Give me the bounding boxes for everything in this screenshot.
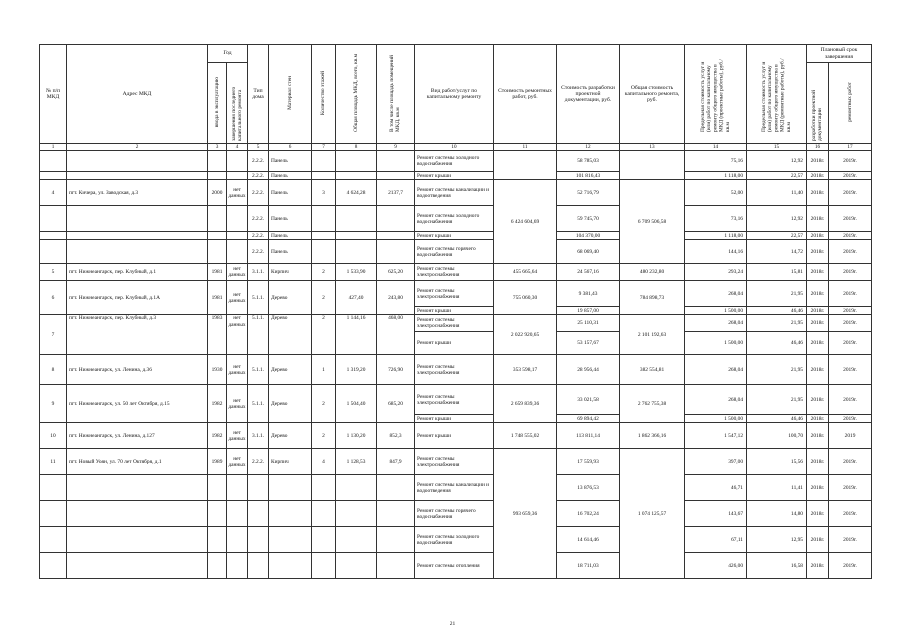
- table-row: [40, 151, 872, 172]
- total-cost-cell: 6 709 506,58: [620, 180, 685, 264]
- header-limit-repair: Предельная стоимость услуг и (или) работ по капитальному ремонту общего имущества в МКД (ремонтные работы), руб./кв.м: [747, 45, 807, 144]
- total-cost-cell: 784 898,73: [620, 281, 685, 315]
- limit-design-cell: 1 500,00: [685, 415, 747, 423]
- total-area-cell: 1 144,16: [336, 315, 377, 355]
- residential-area-cell: 847,9: [377, 449, 415, 475]
- header-residential-area: В том числе площадь помещений МКД, кв.м: [377, 45, 415, 144]
- limit-repair-cell: 15,81: [747, 264, 807, 281]
- house-type-cell: 2.2.2.: [248, 172, 269, 180]
- work-type-cell: Ремонт крыши: [415, 415, 494, 423]
- year-commission-cell: 1982: [208, 423, 227, 449]
- deadline-repair-cell: 2019: [829, 423, 872, 449]
- deadline-design-cell: 2018г.: [807, 264, 829, 281]
- table-row: [40, 206, 872, 232]
- header-total-cost: Общая стоимость капитального ремонта, руб.: [620, 45, 685, 144]
- column-number: 9: [377, 144, 415, 151]
- header-deadline-repair: ремонтных работ: [829, 63, 872, 144]
- work-type-cell: Ремонт крыши: [415, 307, 494, 315]
- deadline-repair-cell: 2019г.: [829, 180, 872, 206]
- total-area-cell: 1 319,20: [336, 355, 377, 385]
- total-area-cell: 1 504,40: [336, 385, 377, 423]
- deadline-design-cell: 2018г.: [807, 355, 829, 385]
- work-type-cell: Ремонт крыши: [415, 332, 494, 355]
- design-cost-cell: 18 711,03: [557, 553, 620, 579]
- table-row: [40, 315, 872, 332]
- floors-cell: 2: [312, 423, 336, 449]
- work-type-cell: Ремонт крыши: [415, 232, 494, 240]
- column-number: 17: [829, 144, 872, 151]
- limit-repair-cell: 100,70: [747, 423, 807, 449]
- row-number-cell: 8: [40, 355, 67, 385]
- total-area-cell: 1 128,53: [336, 449, 377, 475]
- design-cost-cell: 58 785,03: [557, 151, 620, 172]
- work-type-cell: Ремонт системы электроснабжения: [415, 449, 494, 475]
- column-number: 14: [685, 144, 747, 151]
- address-cell: пгт. Нижнеангарск, пер. Клубный, д.1А: [67, 281, 208, 315]
- total-cost-cell: 2 762 755,38: [620, 385, 685, 423]
- year-last-repair-cell: нет данных: [227, 449, 248, 475]
- design-cost-cell: 113 811,14: [557, 423, 620, 449]
- total-area-cell: 4 624,28: [336, 180, 377, 206]
- design-cost-cell: 28 956,44: [557, 355, 620, 385]
- wall-material-cell: Панель: [269, 180, 312, 206]
- year-last-repair-cell: нет данных: [227, 355, 248, 385]
- work-type-cell: Ремонт системы холодного водоснабжения: [415, 206, 494, 232]
- work-type-cell: Ремонт системы электроснабжения: [415, 355, 494, 385]
- year-commission-cell: 1989: [208, 449, 227, 475]
- house-type-cell: 2.2.2.: [248, 151, 269, 172]
- limit-design-cell: 1 118,00: [685, 172, 747, 180]
- column-number: 6: [269, 144, 312, 151]
- row-number-cell: 5: [40, 264, 67, 281]
- residential-area-cell: 243,80: [377, 281, 415, 315]
- deadline-design-cell: 2018г.: [807, 151, 829, 172]
- deadline-design-cell: 2018г.: [807, 527, 829, 553]
- limit-design-cell: 268,04: [685, 315, 747, 332]
- limit-repair-cell: 46,46: [747, 307, 807, 315]
- wall-material-cell: Панель: [269, 151, 312, 172]
- year-last-repair-cell: нет данных: [227, 385, 248, 423]
- total-area-cell: 1 130,20: [336, 423, 377, 449]
- header-wall-material: Материал стен: [269, 45, 312, 144]
- design-cost-cell: 101 816,43: [557, 172, 620, 180]
- limit-design-cell: 75,16: [685, 151, 747, 172]
- limit-design-cell: 1 500,00: [685, 332, 747, 355]
- table-row: [40, 281, 872, 307]
- deadline-repair-cell: 2019г.: [829, 172, 872, 180]
- work-type-cell: Ремонт системы горячего водоснабжения: [415, 240, 494, 264]
- residential-area-cell: 726,90: [377, 355, 415, 385]
- floors-cell: 2: [312, 264, 336, 281]
- row-number-cell: 9: [40, 385, 67, 423]
- design-cost-cell: 16 702,24: [557, 501, 620, 527]
- header-total-area: Общая площадь МКД, всего, кв.м: [336, 45, 377, 144]
- header-repair-cost: Стоимость ремонтных работ, руб.: [494, 45, 557, 144]
- table-row: [40, 240, 872, 264]
- work-type-cell: Ремонт системы электроснабжения: [415, 281, 494, 307]
- year-last-repair-cell: нет данных: [227, 315, 248, 355]
- residential-area-cell: 2137,7: [377, 180, 415, 206]
- design-cost-cell: 53 157,67: [557, 332, 620, 355]
- deadline-design-cell: 2018г.: [807, 501, 829, 527]
- column-number: 12: [557, 144, 620, 151]
- total-area-cell: 1 533,90: [336, 264, 377, 281]
- total-cost-cell: 1 862 366,16: [620, 423, 685, 449]
- residential-area-cell: 852,3: [377, 423, 415, 449]
- table-row: [40, 172, 872, 180]
- limit-repair-cell: 21,95: [747, 355, 807, 385]
- limit-repair-cell: 22,57: [747, 172, 807, 180]
- work-type-cell: Ремонт системы канализации и водоотведения: [415, 180, 494, 206]
- repair-cost-cell: 2 659 839,36: [494, 385, 557, 423]
- deadline-repair-cell: 2019г.: [829, 355, 872, 385]
- limit-design-cell: 143,67: [685, 501, 747, 527]
- table-row: [40, 449, 872, 475]
- header-work-type: Вид работ/услуг по капитальному ремонту: [415, 45, 494, 144]
- design-cost-cell: 13 876,53: [557, 475, 620, 501]
- house-type-cell: 3.1.1.: [248, 264, 269, 281]
- header-address: Адрес МКД: [67, 45, 208, 144]
- deadline-repair-cell: 2019г.: [829, 315, 872, 332]
- deadline-repair-cell: 2019г.: [829, 415, 872, 423]
- address-cell: пгт. Новый Уоян, ул. 70 лет Октября, д.1: [67, 449, 208, 475]
- limit-design-cell: 73,16: [685, 206, 747, 232]
- deadline-repair-cell: 2019г.: [829, 332, 872, 355]
- deadline-design-cell: 2018г.: [807, 423, 829, 449]
- deadline-repair-cell: 2019г.: [829, 553, 872, 579]
- limit-repair-cell: 14,72: [747, 240, 807, 264]
- wall-material-cell: Панель: [269, 240, 312, 264]
- row-number-cell: 10: [40, 423, 67, 449]
- header-year-commission: ввода в эксплуатацию: [208, 63, 227, 144]
- deadline-design-cell: 2018г.: [807, 415, 829, 423]
- limit-design-cell: 67,11: [685, 527, 747, 553]
- header-deadline-group: Плановый срок завершения: [807, 45, 872, 63]
- deadline-repair-cell: 2019г.: [829, 449, 872, 475]
- deadline-repair-cell: 2019г.: [829, 281, 872, 307]
- design-cost-cell: 68 069,40: [557, 240, 620, 264]
- design-cost-cell: 17 559,93: [557, 449, 620, 475]
- year-last-repair-cell: нет данных: [227, 423, 248, 449]
- house-type-cell: 2.2.2.: [248, 240, 269, 264]
- wall-material-cell: Кирпич: [269, 264, 312, 281]
- design-cost-cell: 24 567,16: [557, 264, 620, 281]
- house-type-cell: 5.1.1.: [248, 315, 269, 355]
- house-type-cell: 5.1.1.: [248, 281, 269, 315]
- deadline-design-cell: 2018г.: [807, 232, 829, 240]
- wall-material-cell: Панель: [269, 206, 312, 232]
- column-number: 16: [807, 144, 829, 151]
- limit-repair-cell: 21,95: [747, 385, 807, 415]
- work-type-cell: Ремонт системы электроснабжения: [415, 385, 494, 415]
- year-commission-cell: 1982: [208, 385, 227, 423]
- house-type-cell: 3.1.1.: [248, 423, 269, 449]
- floors-cell: 2: [312, 315, 336, 355]
- house-type-cell: 2.2.2.: [248, 449, 269, 475]
- work-type-cell: Ремонт системы отопления: [415, 553, 494, 579]
- table-row: [40, 232, 872, 240]
- row-number-cell: 4: [40, 180, 67, 206]
- header-year-last-repair: завершения последнего капитального ремонта: [227, 63, 248, 144]
- column-number: 13: [620, 144, 685, 151]
- floors-cell: 2: [312, 281, 336, 315]
- deadline-design-cell: 2018г.: [807, 385, 829, 415]
- house-type-cell: 2.2.2.: [248, 180, 269, 206]
- column-number: 10: [415, 144, 494, 151]
- limit-repair-cell: 21,95: [747, 315, 807, 332]
- limit-design-cell: 268,04: [685, 385, 747, 415]
- limit-design-cell: 293,24: [685, 264, 747, 281]
- address-cell: пгт. Нижнеангарск, ул. 50 лет Октября, д.15: [67, 385, 208, 423]
- house-type-cell: 5.1.1.: [248, 355, 269, 385]
- limit-design-cell: 52,00: [685, 180, 747, 206]
- year-commission-cell: 1981: [208, 264, 227, 281]
- limit-repair-cell: 46,46: [747, 332, 807, 355]
- deadline-design-cell: 2018г.: [807, 172, 829, 180]
- limit-repair-cell: 14,80: [747, 501, 807, 527]
- table-row: [40, 264, 872, 281]
- table-row: [40, 385, 872, 415]
- deadline-design-cell: 2018г.: [807, 315, 829, 332]
- deadline-repair-cell: 2019г.: [829, 240, 872, 264]
- limit-design-cell: 1 118,00: [685, 232, 747, 240]
- deadline-repair-cell: 2019г.: [829, 307, 872, 315]
- column-number: 5: [248, 144, 269, 151]
- address-cell: пгт. Нижнеангарск, ул. Ленина, д.36: [67, 355, 208, 385]
- design-cost-cell: 33 021,58: [557, 385, 620, 415]
- deadline-design-cell: 2018г.: [807, 180, 829, 206]
- deadline-repair-cell: 2019г.: [829, 501, 872, 527]
- year-commission-cell: 1983: [208, 315, 227, 355]
- table-row: [40, 180, 872, 206]
- limit-design-cell: 397,00: [685, 449, 747, 475]
- deadline-repair-cell: 2019г.: [829, 264, 872, 281]
- header-deadline-design: разработки проектной документации: [807, 63, 829, 144]
- total-cost-cell: 1 074 125,57: [620, 449, 685, 579]
- design-cost-cell: 104 370,00: [557, 232, 620, 240]
- repair-cost-cell: 353 598,17: [494, 355, 557, 385]
- total-cost-cell: 480 232,80: [620, 264, 685, 281]
- deadline-design-cell: 2018г.: [807, 449, 829, 475]
- design-cost-cell: 25 110,31: [557, 315, 620, 332]
- repair-cost-cell: 993 659,36: [494, 449, 557, 579]
- wall-material-cell: Кирпич: [269, 449, 312, 475]
- house-type-cell: 5.1.1.: [248, 385, 269, 423]
- floors-cell: 3: [312, 180, 336, 206]
- column-number-row: [40, 144, 872, 151]
- header-num: № п/п МКД: [40, 45, 67, 144]
- address-cell: пгт. Нижнеангарск, пер. Клубный, д.1: [67, 264, 208, 281]
- table-row: [40, 423, 872, 449]
- floors-cell: 1: [312, 355, 336, 385]
- residential-area-cell: 468,00: [377, 315, 415, 355]
- house-type-cell: 2.2.2.: [248, 206, 269, 232]
- table-row: [40, 355, 872, 385]
- limit-repair-cell: 16,58: [747, 553, 807, 579]
- limit-repair-cell: 12,95: [747, 527, 807, 553]
- wall-material-cell: Панель: [269, 232, 312, 240]
- deadline-design-cell: 2018г.: [807, 332, 829, 355]
- limit-repair-cell: 11,41: [747, 475, 807, 501]
- year-commission-cell: 1981: [208, 281, 227, 315]
- design-cost-cell: 19 857,00: [557, 307, 620, 315]
- work-type-cell: Ремонт крыши: [415, 423, 494, 449]
- deadline-design-cell: 2018г.: [807, 307, 829, 315]
- limit-design-cell: 268,04: [685, 355, 747, 385]
- year-commission-cell: 2000: [208, 180, 227, 206]
- design-cost-cell: 69 894,42: [557, 415, 620, 423]
- row-number-cell: 11: [40, 449, 67, 475]
- deadline-design-cell: 2018г.: [807, 206, 829, 232]
- work-type-cell: Ремонт системы канализации и водоотведения: [415, 475, 494, 501]
- residential-area-cell: 625,20: [377, 264, 415, 281]
- total-cost-cell: 382 554,81: [620, 355, 685, 385]
- column-number: 3: [208, 144, 227, 151]
- deadline-design-cell: 2018г.: [807, 475, 829, 501]
- wall-material-cell: Дерево: [269, 423, 312, 449]
- column-number: 2: [67, 144, 208, 151]
- address-cell: пгт. Нижнеангарск, пер. Клубный, д.3: [67, 315, 208, 355]
- deadline-repair-cell: 2019г.: [829, 206, 872, 232]
- work-type-cell: Ремонт системы электроснабжения: [415, 264, 494, 281]
- total-area-cell: 427,40: [336, 281, 377, 315]
- wall-material-cell: Панель: [269, 172, 312, 180]
- header-limit-design: Предельная стоимость услуг и (или) работ по капитальному ремонту общего имущества в МКД (проектные работы), руб./кв.м: [685, 45, 747, 144]
- deadline-repair-cell: 2019г.: [829, 527, 872, 553]
- limit-repair-cell: 21,95: [747, 281, 807, 307]
- total-cost-cell: 2 101 192,63: [620, 315, 685, 355]
- work-type-cell: Ремонт системы холодного водоснабжения: [415, 527, 494, 553]
- design-cost-cell: 59 745,70: [557, 206, 620, 232]
- row-number-cell: 6: [40, 281, 67, 315]
- wall-material-cell: Дерево: [269, 385, 312, 423]
- design-cost-cell: 14 614,46: [557, 527, 620, 553]
- deadline-repair-cell: 2019г.: [829, 475, 872, 501]
- column-number: 7: [312, 144, 336, 151]
- header-floors: Количество этажей: [312, 45, 336, 144]
- page-number: 21: [449, 621, 456, 627]
- deadline-repair-cell: 2019г.: [829, 385, 872, 415]
- repair-cost-cell: 6 424 604,69: [494, 180, 557, 264]
- limit-repair-cell: 46,46: [747, 415, 807, 423]
- limit-design-cell: 1 547,12: [685, 423, 747, 449]
- limit-repair-cell: 15,56: [747, 449, 807, 475]
- table-row: [40, 553, 872, 579]
- row-number-cell: 7: [40, 315, 67, 355]
- limit-repair-cell: 12,92: [747, 151, 807, 172]
- work-type-cell: Ремонт системы электроснабжения: [415, 315, 494, 332]
- repair-cost-cell: 755 060,30: [494, 281, 557, 315]
- table-row: [40, 475, 872, 501]
- year-commission-cell: 1930: [208, 355, 227, 385]
- deadline-design-cell: 2018г.: [807, 240, 829, 264]
- capital-repair-table: [39, 44, 872, 579]
- house-type-cell: 2.2.2.: [248, 232, 269, 240]
- design-cost-cell: 52 716,79: [557, 180, 620, 206]
- limit-design-cell: 46,71: [685, 475, 747, 501]
- wall-material-cell: Дерево: [269, 281, 312, 315]
- table-row: [40, 501, 872, 527]
- address-cell: пгт. Нижнеангарск, ул. Ленина, д.127: [67, 423, 208, 449]
- wall-material-cell: Дерево: [269, 315, 312, 355]
- column-number: 1: [40, 144, 67, 151]
- deadline-repair-cell: 2019г.: [829, 151, 872, 172]
- work-type-cell: Ремонт крыши: [415, 172, 494, 180]
- floors-cell: 2: [312, 385, 336, 423]
- limit-design-cell: 426,00: [685, 553, 747, 579]
- repair-cost-cell: 2 022 920,65: [494, 315, 557, 355]
- column-number: 11: [494, 144, 557, 151]
- column-number: 15: [747, 144, 807, 151]
- floors-cell: 4: [312, 449, 336, 475]
- header-year-group: Год: [208, 45, 248, 63]
- limit-repair-cell: 22,57: [747, 232, 807, 240]
- column-number: 8: [336, 144, 377, 151]
- header-design-cost: Стоимость разработки проектной документации, руб.: [557, 45, 620, 144]
- deadline-design-cell: 2018г.: [807, 281, 829, 307]
- year-last-repair-cell: нет данных: [227, 264, 248, 281]
- deadline-repair-cell: 2019г.: [829, 232, 872, 240]
- design-cost-cell: 9 381,43: [557, 281, 620, 307]
- limit-repair-cell: 12,92: [747, 206, 807, 232]
- limit-design-cell: 268,04: [685, 281, 747, 307]
- address-cell: пгт. Кичера, ул. Заводская, д.3: [67, 180, 208, 206]
- work-type-cell: Ремонт системы холодного водоснабжения: [415, 151, 494, 172]
- limit-design-cell: 144,16: [685, 240, 747, 264]
- table-row: [40, 527, 872, 553]
- repair-cost-cell: 455 665,64: [494, 264, 557, 281]
- work-type-cell: Ремонт системы горячего водоснабжения: [415, 501, 494, 527]
- limit-design-cell: 1 500,00: [685, 307, 747, 315]
- year-last-repair-cell: нет данных: [227, 281, 248, 315]
- repair-cost-cell: 1 748 555,02: [494, 423, 557, 449]
- column-number: 4: [227, 144, 248, 151]
- deadline-design-cell: 2018г.: [807, 553, 829, 579]
- wall-material-cell: Дерево: [269, 355, 312, 385]
- limit-repair-cell: 11,40: [747, 180, 807, 206]
- residential-area-cell: 685,20: [377, 385, 415, 423]
- header-house-type: Тип дома: [248, 45, 269, 144]
- year-last-repair-cell: нет данных: [227, 180, 248, 206]
